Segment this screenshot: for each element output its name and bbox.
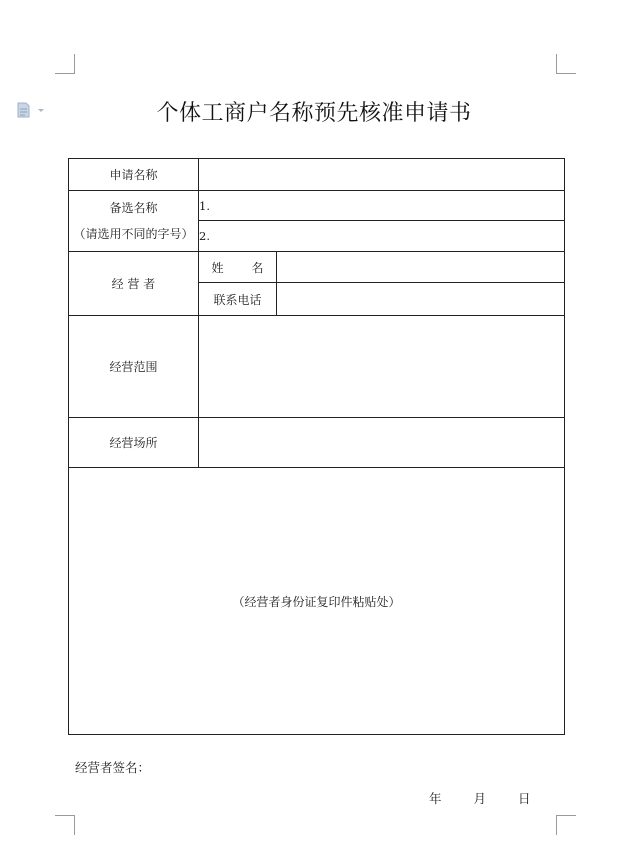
signature-label: 经营者签名： (75, 760, 151, 775)
table-row (69, 252, 565, 283)
year-label: 年 (429, 791, 442, 806)
business-place-field[interactable] (199, 418, 565, 468)
alternate-name-field-2[interactable]: 2. (199, 221, 565, 252)
alternate-name-field-1[interactable]: 1. (199, 191, 565, 221)
corner-mark-top-left (55, 54, 75, 74)
table-row (69, 316, 565, 418)
name-field[interactable] (277, 252, 565, 283)
phone-label: 联系电话 (199, 283, 277, 316)
table-row (69, 191, 565, 221)
month-label: 月 (473, 791, 486, 806)
name-label: 姓 名 (199, 252, 277, 283)
corner-mark-bottom-left (55, 815, 75, 835)
corner-mark-top-right (556, 54, 576, 74)
id-copy-paste-area (69, 468, 565, 735)
corner-mark-bottom-right (556, 815, 576, 835)
date-line (429, 789, 530, 807)
business-scope-field[interactable] (199, 316, 565, 418)
alternate-name-label: 备选名称 （请选用不同的字号） (69, 191, 199, 252)
business-scope-label: 经营范围 (69, 316, 199, 418)
business-place-label: 经营场所 (69, 418, 199, 468)
id-copy-placeholder: （经营者身份证复印件粘贴处） (232, 594, 401, 609)
application-name-label: 申请名称 (69, 159, 199, 191)
day-label: 日 (517, 791, 531, 806)
application-form-table (68, 158, 565, 735)
page-title: 个体工商户名称预先核准申请书 (156, 101, 472, 126)
table-row (69, 418, 565, 468)
operator-label: 经 营 者 (69, 252, 199, 316)
table-row (69, 159, 565, 191)
application-name-field[interactable] (199, 159, 565, 191)
phone-field[interactable] (277, 283, 565, 316)
table-row (69, 468, 565, 735)
